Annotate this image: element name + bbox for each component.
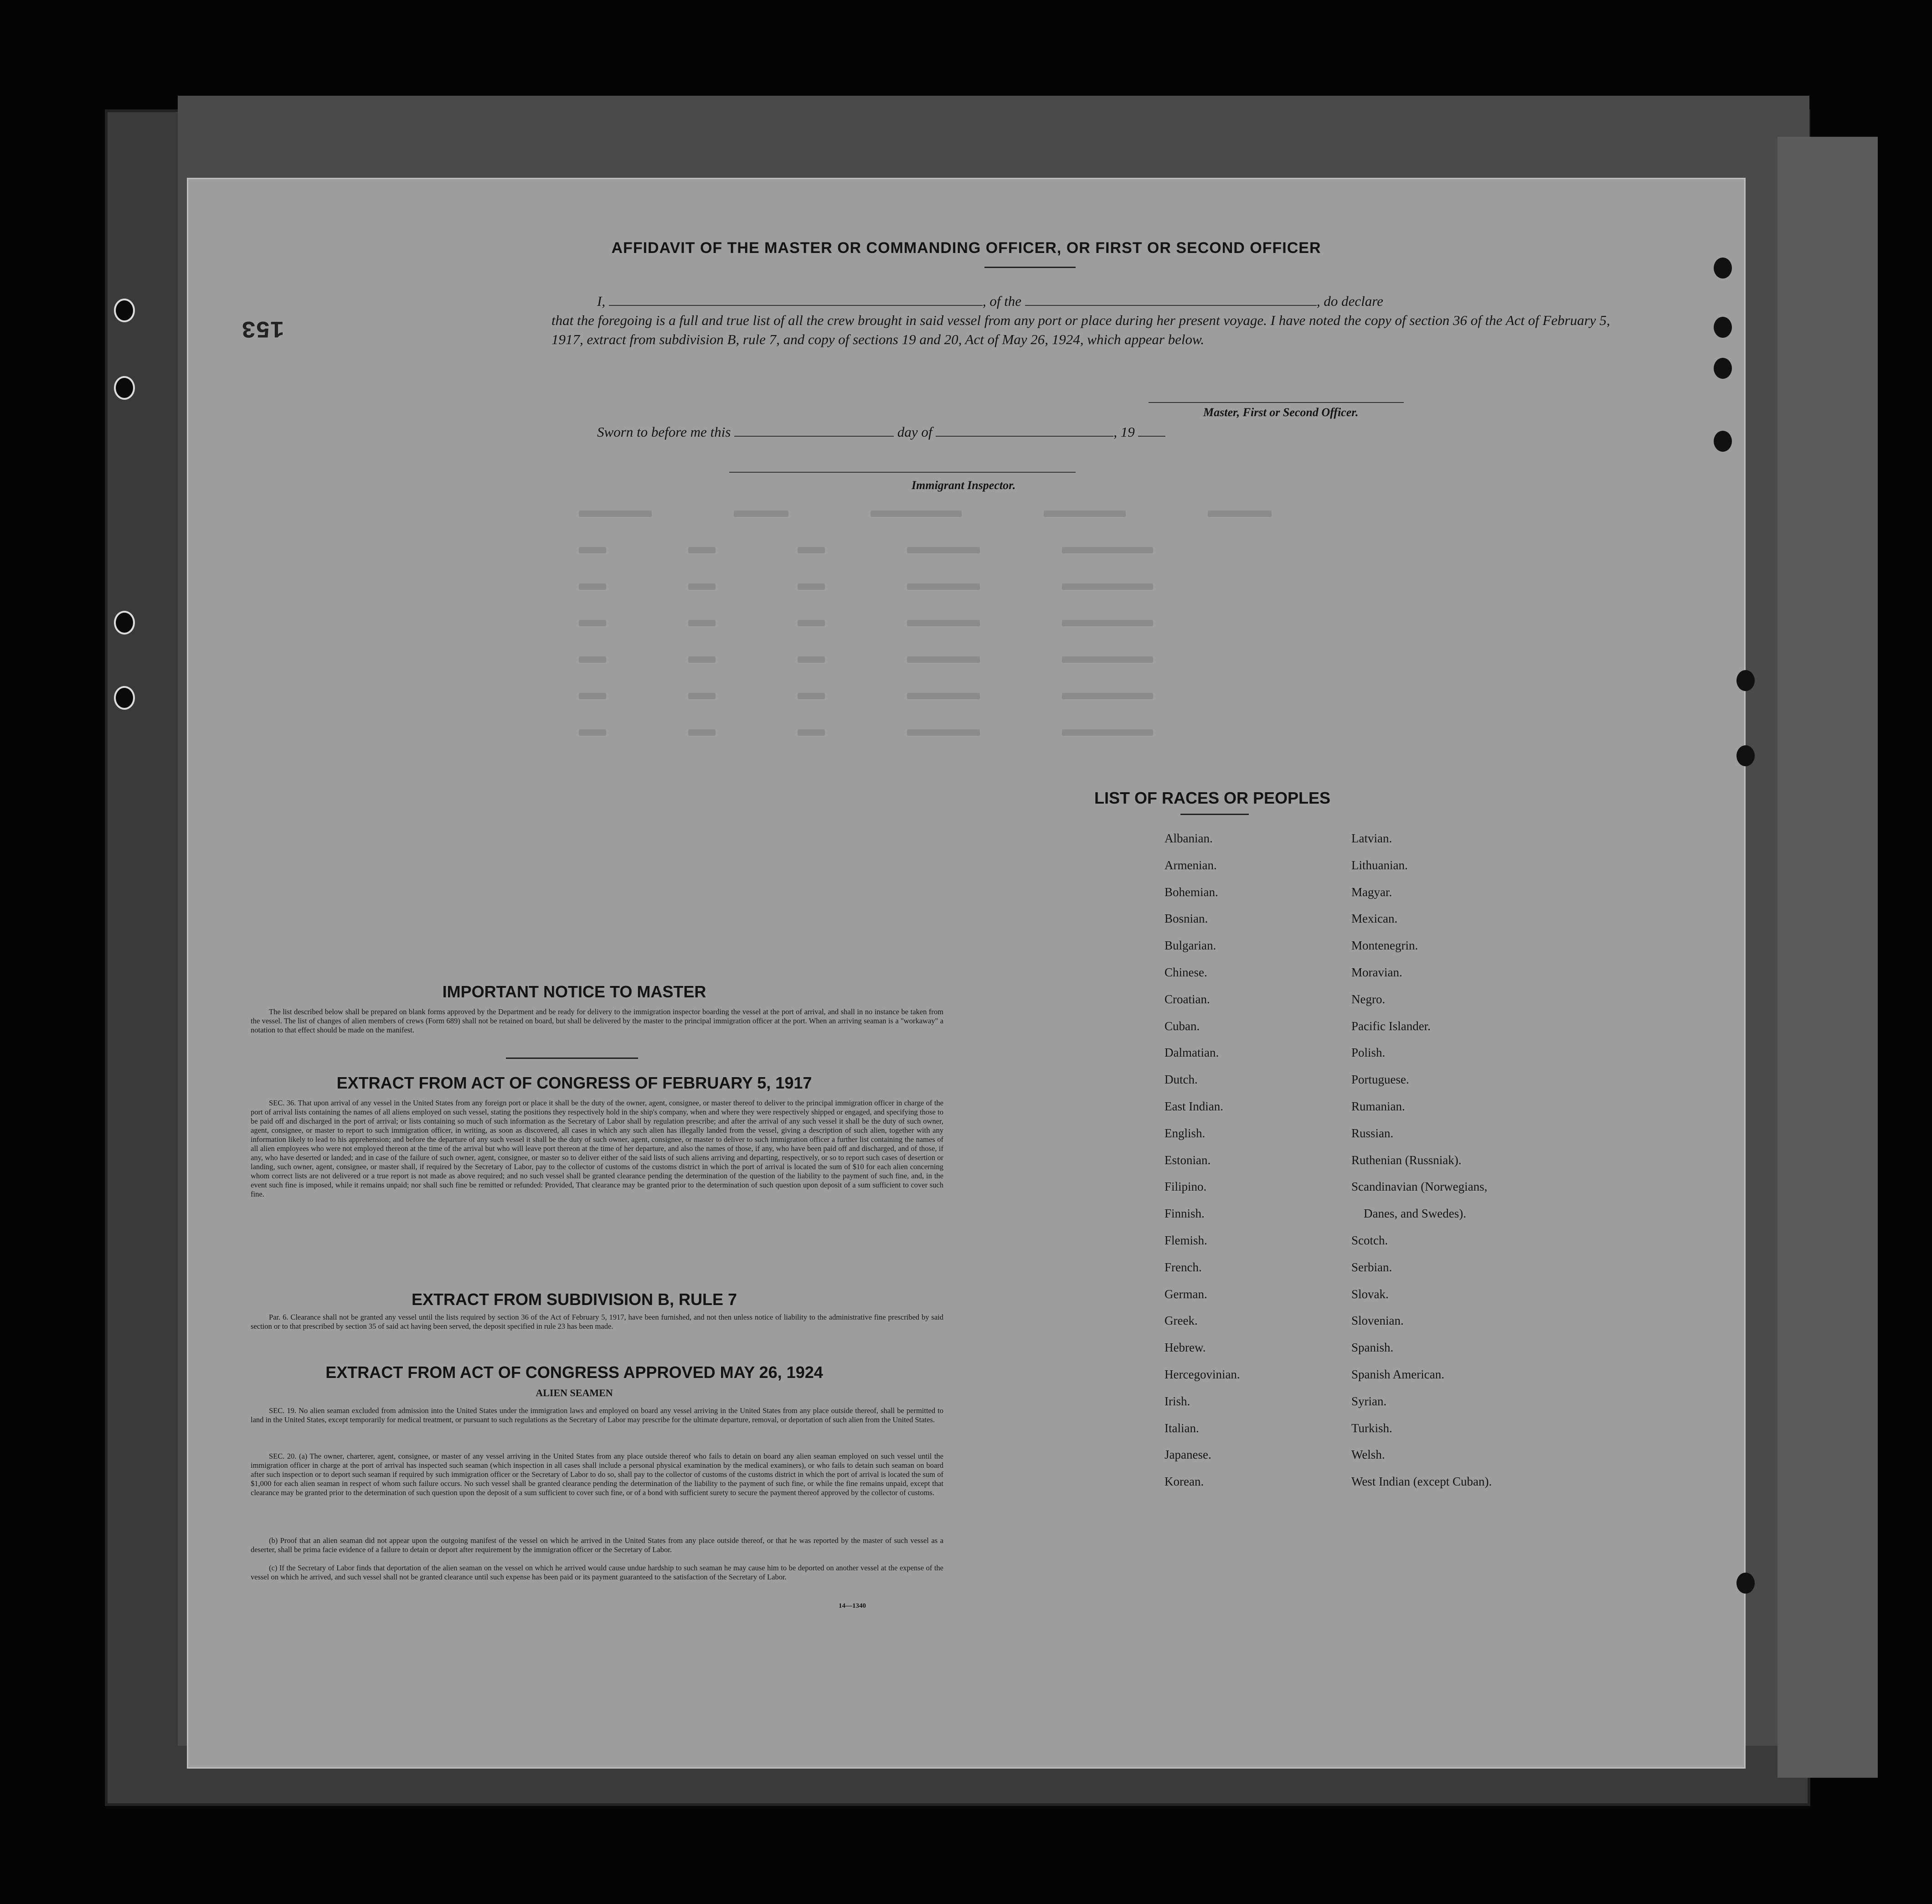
race-item: Dalmatian.	[1164, 1046, 1219, 1060]
alien-seamen-subtitle: ALIEN SEAMEN	[536, 1387, 613, 1398]
document-page	[187, 178, 1746, 1769]
signature-label: Master, First or Second Officer.	[1203, 406, 1359, 419]
bleed-through-row	[579, 620, 1764, 634]
race-item: Serbian.	[1351, 1260, 1392, 1274]
race-item: Moravian.	[1351, 965, 1402, 979]
race-item: Spanish.	[1351, 1341, 1394, 1355]
race-item: West Indian (except Cuban).	[1351, 1475, 1492, 1489]
extract-rule7-title: EXTRACT FROM SUBDIVISION B, RULE 7	[411, 1290, 737, 1309]
race-item: Welsh.	[1351, 1448, 1385, 1462]
signature-line	[1149, 402, 1404, 403]
race-item: Estonian.	[1164, 1153, 1211, 1167]
punch-hole	[1714, 431, 1732, 452]
race-item: French.	[1164, 1260, 1202, 1274]
binder-hole	[114, 611, 135, 635]
sworn-year: , 19	[1113, 424, 1135, 440]
affidavit-declare: , do declare	[1316, 293, 1383, 309]
inspector-line	[729, 472, 1076, 473]
extract-1917-text: SEC. 36. That upon arrival of any vessel in the United States from any foreign port or place it shall be the duty of the owner, agent, consignee, or master thereof to deliver to the principal immigration officer in charge of the port of arrival lists containing the names of all aliens employed on such vessel, stating the positions they respectively hold in the ship's company, when and where they were respectively shipped or engaged, and specifying those to be paid off and discharged in the port of arrival; or lists containing so much of such information as the Secretary of Labor shall by regulation prescribe; and after the arrival of any such vessel it shall be the duty of such owner, agent, consignee, or master to report to such immigration officer, in writing, as soon as discovered, all cases in which any such alien has illegally landed from the vessel, giving a description of such alien, together with any information likely to lead to his apprehension; and before the departure of any such vessel it shall be the duty of such owner, agent, consignee, or master to deliver to such immigration officer a further list containing the names of all alien employees who were not employed thereon at the time of the arrival but who will leave port thereon at the time of her departure, and also the names of those, if any, who have been paid off and discharged, and of those, if any, who have deserted or landed; and in case of the failure of such owner, agent, consignee, or master so to deliver either of the said lists of such aliens arriving and departing, respectively, or so to report such cases of desertion or landing, such owner, agent, consignee, or master shall, if required by the Secretary of Labor, pay to the collector of customs of the customs district in which the port of arrival is located the sum of $10 for each alien concerning whom correct lists are not delivered or a true report is not made as above required; and no such vessel shall be granted clearance pending the determination of the question of the liability to the payment of such fine, and, in the event such fine is imposed, while it remains unpaid; nor shall such fine be remitted or refunded: Provided, That clearance may be granted prior to the determination of such question upon deposit of a sum sufficient to cover such fine.	[251, 1099, 943, 1198]
sec20b-text: (b) Proof that an alien seaman did not appear upon the outgoing manifest of the vessel on which he arrived in the United States from any place outside thereof, or that he was reported by the master of such vessel as a deserter, shall be prima facie evidence of a failure to detain or deport after requirement by the immigration officer or the Secretary of Labor.	[251, 1536, 943, 1554]
race-item: Croatian.	[1164, 992, 1210, 1006]
race-item: Russian.	[1351, 1126, 1394, 1140]
races-rule	[1180, 814, 1249, 815]
punch-hole	[1714, 358, 1732, 379]
race-item: Ruthenian (Russniak).	[1351, 1153, 1462, 1167]
bleed-through-row	[579, 656, 1764, 670]
extract-1924-title: EXTRACT FROM ACT OF CONGRESS APPROVED MAY 26, 1924	[325, 1363, 823, 1382]
race-item: Armenian.	[1164, 858, 1217, 872]
inspector-label: Immigrant Inspector.	[912, 479, 1016, 492]
race-item: Polish.	[1351, 1046, 1386, 1060]
race-item: Irish.	[1164, 1394, 1190, 1408]
bleed-through-row	[579, 511, 1764, 524]
affidavit-i: I,	[597, 293, 606, 309]
punch-hole	[1736, 745, 1755, 766]
punch-hole	[1714, 258, 1732, 279]
affidavit-of-the: , of the	[982, 293, 1022, 309]
race-item: Greek.	[1164, 1314, 1198, 1328]
race-item: Mexican.	[1351, 912, 1398, 926]
sec20c-text: (c) If the Secretary of Labor finds that deportation of the alien seaman on the vessel on which he arrived would cause undue hardship to such seaman he may cause him to be deported on another vessel at the expense of the vessel on which he arrived, and such vessel shall not be granted clearance until such expense has been paid or its payment guaranteed to the satisfaction of the Secretary of Labor.	[251, 1563, 943, 1581]
race-item: Turkish.	[1351, 1421, 1392, 1435]
month-blank	[936, 424, 1113, 437]
race-item: Japanese.	[1164, 1448, 1211, 1462]
punch-hole	[1736, 670, 1755, 691]
race-item: Slovak.	[1351, 1287, 1389, 1301]
title-rule	[984, 267, 1076, 268]
affidavit-title: AFFIDAVIT OF THE MASTER OR COMMANDING OFFICER, OR FIRST OR SECOND OFFICER	[611, 239, 1321, 257]
race-item: Cuban.	[1164, 1019, 1200, 1033]
race-item: Italian.	[1164, 1421, 1199, 1435]
race-item: Negro.	[1351, 992, 1386, 1006]
year-blank	[1138, 424, 1165, 437]
race-item: Bohemian.	[1164, 885, 1218, 899]
date-blank	[734, 424, 894, 437]
race-item: English.	[1164, 1126, 1206, 1140]
punch-hole	[1714, 317, 1732, 338]
binder-hole	[114, 299, 135, 322]
race-item: Hebrew.	[1164, 1341, 1206, 1355]
sec19-text: SEC. 19. No alien seaman excluded from admission into the United States under the immigration laws and employed on board any vessel arriving in the United States from any place outside thereof, shall be permitted to land in the United States, except temporarily for medical treatment, or pursuant to such regulations as the Secretary of Labor may prescribe for the ultimate departure, removal, or deportation of such alien from the United States.	[251, 1406, 943, 1424]
race-item: East Indian.	[1164, 1099, 1223, 1113]
race-item: Albanian.	[1164, 831, 1213, 845]
race-item: Bosnian.	[1164, 912, 1208, 926]
race-item: Scandinavian (Norwegians, Danes, and Swedes).	[1351, 1180, 1488, 1221]
races-column-2	[1351, 825, 1492, 1495]
sworn-text: Sworn to before me this	[597, 424, 731, 440]
backing-sheet-edge	[1777, 137, 1878, 1778]
sec20a-text: SEC. 20. (a) The owner, charterer, agent, consignee, or master of any vessel arriving in the United States from any place outside thereof who fails to detain on board any alien seaman employed on such vessel until the immigration officer in charge at the port of arrival has inspected such seaman (which inspection in all cases shall include a personal physical examination by the medical examiners), or who fails to detain such seaman on board after such inspection or to deport such seaman if required by such immigration officer or the Secretary of Labor to do so, shall pay to the collector of customs of the customs district in which the port of arrival is located the sum of $1,000 for each alien seaman in respect of whom such failure occurs. No such vessel shall be granted clearance pending the determination of the liability to the payment of such fine, or while the fine remains unpaid, except that clearance may be granted prior to the determination of such question upon the deposit of a sum sufficient to cover such fine, or of a bond with sufficient surety to secure the payment thereof approved by the collector of customs.	[251, 1452, 943, 1497]
name-blank	[609, 293, 983, 306]
extract-1917-title: EXTRACT FROM ACT OF CONGRESS OF FEBRUARY 5, 1917	[336, 1073, 812, 1092]
notice-text: The list described below shall be prepared on blank forms approved by the Department and be ready for delivery to the immigration inspector boarding the vessel at the port of arrival, and shall in no instance be taken from the vessel. The list of changes of alien members of crews (Form 689) shall not be retained on board, but shall be delivered by the master to the principal immigration officer at the port. When an arriving seaman is a "workaway" a notation to that effect should be made on the manifest.	[251, 1007, 943, 1034]
race-item: Latvian.	[1351, 831, 1392, 845]
race-item: Finnish.	[1164, 1207, 1205, 1221]
race-item: Rumanian.	[1351, 1099, 1405, 1113]
bleed-through-row	[579, 583, 1764, 597]
race-item: Magyar.	[1351, 885, 1392, 899]
form-number: 14—1340	[839, 1602, 866, 1610]
races-column-1	[1164, 825, 1240, 1495]
binder-hole	[114, 686, 135, 710]
vessel-blank	[1025, 293, 1317, 306]
race-item: Portuguese.	[1351, 1073, 1409, 1087]
race-item: Slovenian.	[1351, 1314, 1404, 1328]
race-item: Dutch.	[1164, 1073, 1198, 1087]
sworn-day-of: day of	[897, 424, 933, 440]
race-item: Hercegovinian.	[1164, 1367, 1240, 1381]
race-item: Korean.	[1164, 1475, 1204, 1489]
handwritten-manifest-number: 153	[242, 315, 284, 341]
races-title: LIST OF RACES OR PEOPLES	[1094, 789, 1331, 807]
bleed-through-row	[579, 729, 1764, 743]
section-rule	[506, 1058, 638, 1059]
punch-hole	[1736, 1573, 1755, 1594]
bleed-through-row	[579, 547, 1764, 561]
race-item: Flemish.	[1164, 1233, 1207, 1247]
bleed-through-row	[579, 693, 1764, 707]
race-item: Bulgarian.	[1164, 939, 1216, 953]
race-item: Montenegrin.	[1351, 939, 1418, 953]
race-item: Filipino.	[1164, 1180, 1207, 1194]
race-item: Lithuanian.	[1351, 858, 1408, 872]
affidavit-text	[551, 292, 1623, 349]
affidavit-body: that the foregoing is a full and true list of all the crew brought in said vessel from any port or place during her present voyage. I have noted the copy of section 36 of the Act of February 5, 1917, extract from subdivision B, rule 7, and copy of sections 19 and 20, Act of May 26, 1924, which appear below.	[551, 312, 1610, 347]
binder-hole	[114, 376, 135, 400]
race-item: German.	[1164, 1287, 1207, 1301]
race-item: Pacific Islander.	[1351, 1019, 1431, 1033]
notice-title: IMPORTANT NOTICE TO MASTER	[442, 982, 706, 1001]
sworn-line	[597, 424, 1165, 440]
race-item: Chinese.	[1164, 965, 1207, 979]
race-item: Syrian.	[1351, 1394, 1387, 1408]
extract-rule7-text: Par. 6. Clearance shall not be granted any vessel until the lists required by section 36 of the Act of February 5, 1917, have been furnished, and not then unless notice of liability to the administrative fine prescribed by said section or to that prescribed by section 35 of said act having been served, the deposit specified in rule 23 has been made.	[251, 1313, 943, 1331]
race-item: Spanish American.	[1351, 1367, 1444, 1381]
race-item: Scotch.	[1351, 1233, 1388, 1247]
